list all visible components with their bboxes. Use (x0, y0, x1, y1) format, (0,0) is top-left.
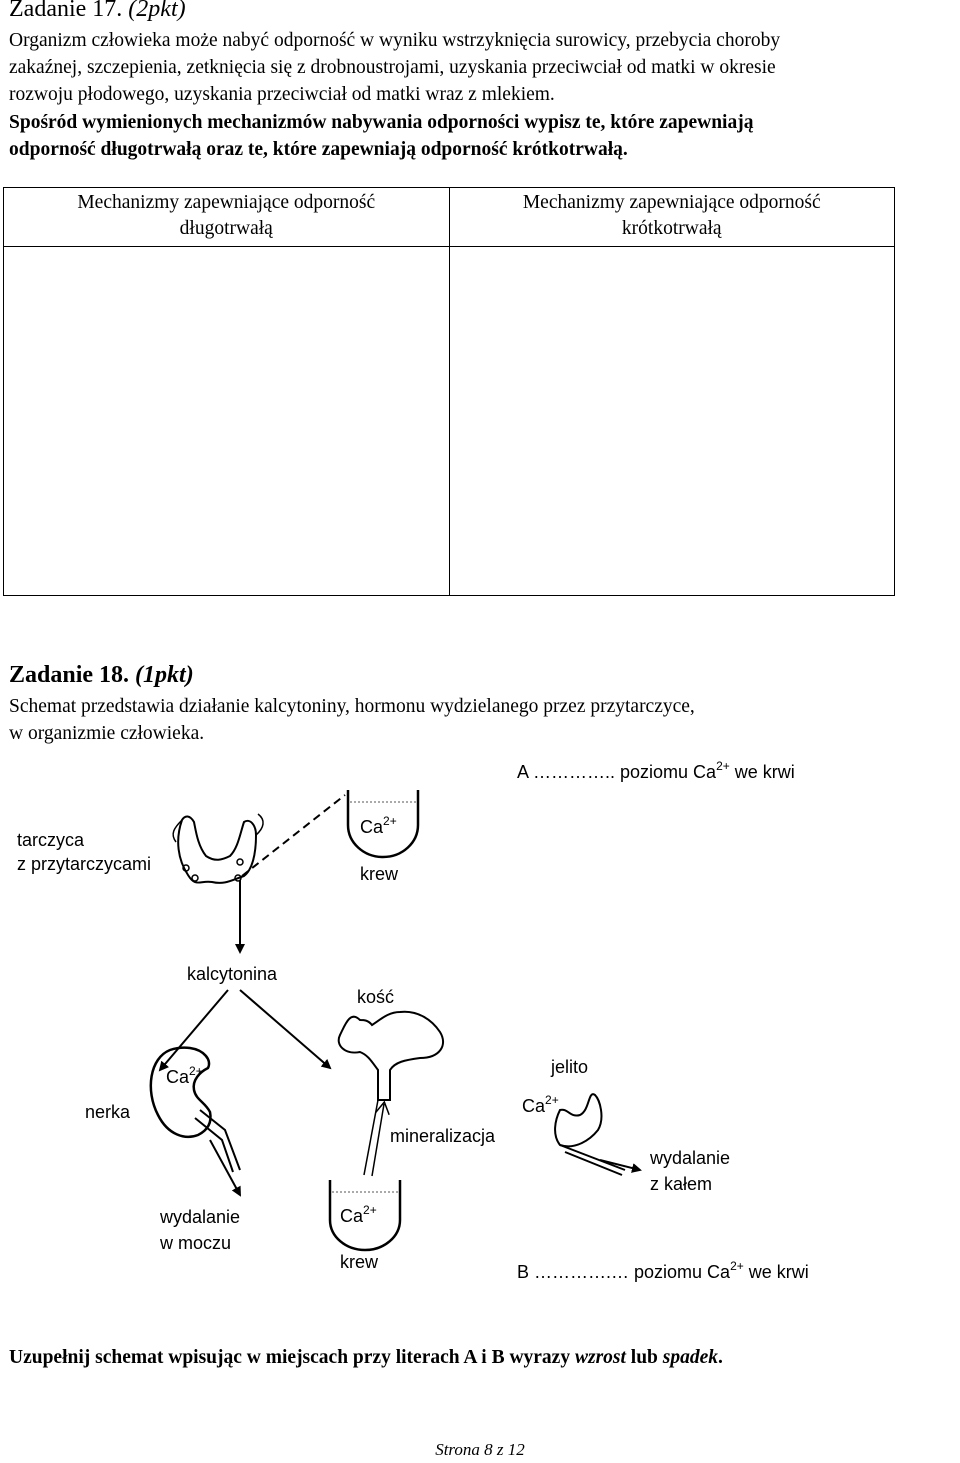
beaker-bottom-label: krew (340, 1252, 379, 1272)
instruction-word-wzrost: wzrost (574, 1347, 626, 1368)
mineralization-arrow-left (364, 1100, 378, 1175)
beaker-bottom-ion: $Ca^{2+}$ (340, 1203, 377, 1226)
task17-instruction-line-1: Spośród wymienionych mechanizmów nabywania odporności wypisz te, które zapewniają (9, 112, 754, 133)
header-long-term-line-2: długotrwałą (179, 218, 273, 239)
task17-intro-line-1: Organizm człowieka może nabyć odporność w wyniku wstrzyknięcia surowicy, przebycia choroby (9, 30, 781, 51)
answer-cell-short-term[interactable] (449, 247, 895, 596)
answer-cell-long-term[interactable] (4, 247, 450, 596)
feces-label-line-2: z kałem (650, 1174, 713, 1194)
thyroid-label-line-1: tarczyca (17, 830, 85, 850)
answer-table (3, 187, 895, 596)
beaker-top-label: krew (360, 864, 399, 884)
thyroid-gland-icon (173, 814, 263, 883)
thyroid-label-line-2: z przytarczycami (17, 854, 152, 874)
task18-number: Zadanie 18. (9, 662, 136, 688)
arrow-to-bone (240, 990, 330, 1068)
task18-intro-line-1: Schemat przedstawia działanie kalcytoniny, hormonu wydzielanego przez przytarczyce, (9, 696, 695, 717)
label-b: B ………….… poziomu $Ca^{2+}$ we krwi (517, 1259, 809, 1282)
task17-intro-line-2: zakaźnej, szczepienia, zetknięcia się z drobnoustrojami, uzyskania przeciwciał od matki w okresie (9, 57, 776, 78)
instruction-part-2: lub (625, 1347, 663, 1368)
instruction-word-spadek: spadek (662, 1347, 719, 1368)
task18-instruction (9, 1345, 723, 1370)
dashed-feedback-line (242, 795, 345, 876)
header-long-term-line-1: Mechanizmy zapewniające odporność (77, 192, 376, 213)
header-short-term-line-2: krótkotrwałą (621, 218, 722, 239)
urine-label-line-1: wydalanie (160, 1207, 241, 1227)
label-a: A ………….. poziomu $Ca^{2+}$ we krwi (517, 759, 795, 782)
mineralization-arrow (372, 1104, 384, 1176)
task17-intro-line-3: rozwoju płodowego, uzyskania przeciwciał od matki wraz z mlekiem. (9, 84, 555, 105)
calcitonin-diagram (0, 740, 960, 1340)
instruction-part-3: . (718, 1347, 723, 1368)
header-short-term-line-1: Mechanizmy zapewniające odporność (522, 192, 821, 213)
urine-label-line-2: w moczu (160, 1233, 232, 1253)
calcitonin-label: kalcytonina (187, 964, 278, 984)
instruction-part-1: Uzupełnij schemat wpisując w miejscach przy literach A i B wyrazy (9, 1347, 575, 1368)
task18-title (9, 660, 194, 690)
intestine-ion: $Ca^{2+}$ (522, 1093, 559, 1116)
feces-label-line-1: wydalanie (650, 1148, 731, 1168)
beaker-top-ion: $Ca^{2+}$ (360, 814, 397, 837)
kidney-label: nerka (85, 1102, 131, 1122)
task17-points: (2pkt) (128, 0, 186, 22)
task17-number: Zadanie 17. (9, 0, 129, 22)
mineralization-label: mineralizacja (390, 1126, 496, 1146)
bone-icon (339, 1012, 443, 1100)
task18-intro-line-2: w organizmie człowieka. (9, 723, 205, 744)
bone-label: kość (357, 987, 395, 1007)
table-header-long-term (4, 188, 450, 247)
page-footer: Strona 8 z 12 (435, 1440, 525, 1459)
kidney-ion: $Ca^{2+}$ (166, 1064, 203, 1087)
task17-instruction-line-2: odporność długotrwałą oraz te, które zapewniają odporność krótkotrwałą. (9, 139, 628, 160)
intestine-label: jelito (551, 1057, 589, 1077)
table-header-short-term (449, 188, 895, 247)
arrow-to-kidney (160, 990, 228, 1070)
task18-points: (1pkt) (135, 662, 194, 688)
task17-title (9, 0, 186, 24)
